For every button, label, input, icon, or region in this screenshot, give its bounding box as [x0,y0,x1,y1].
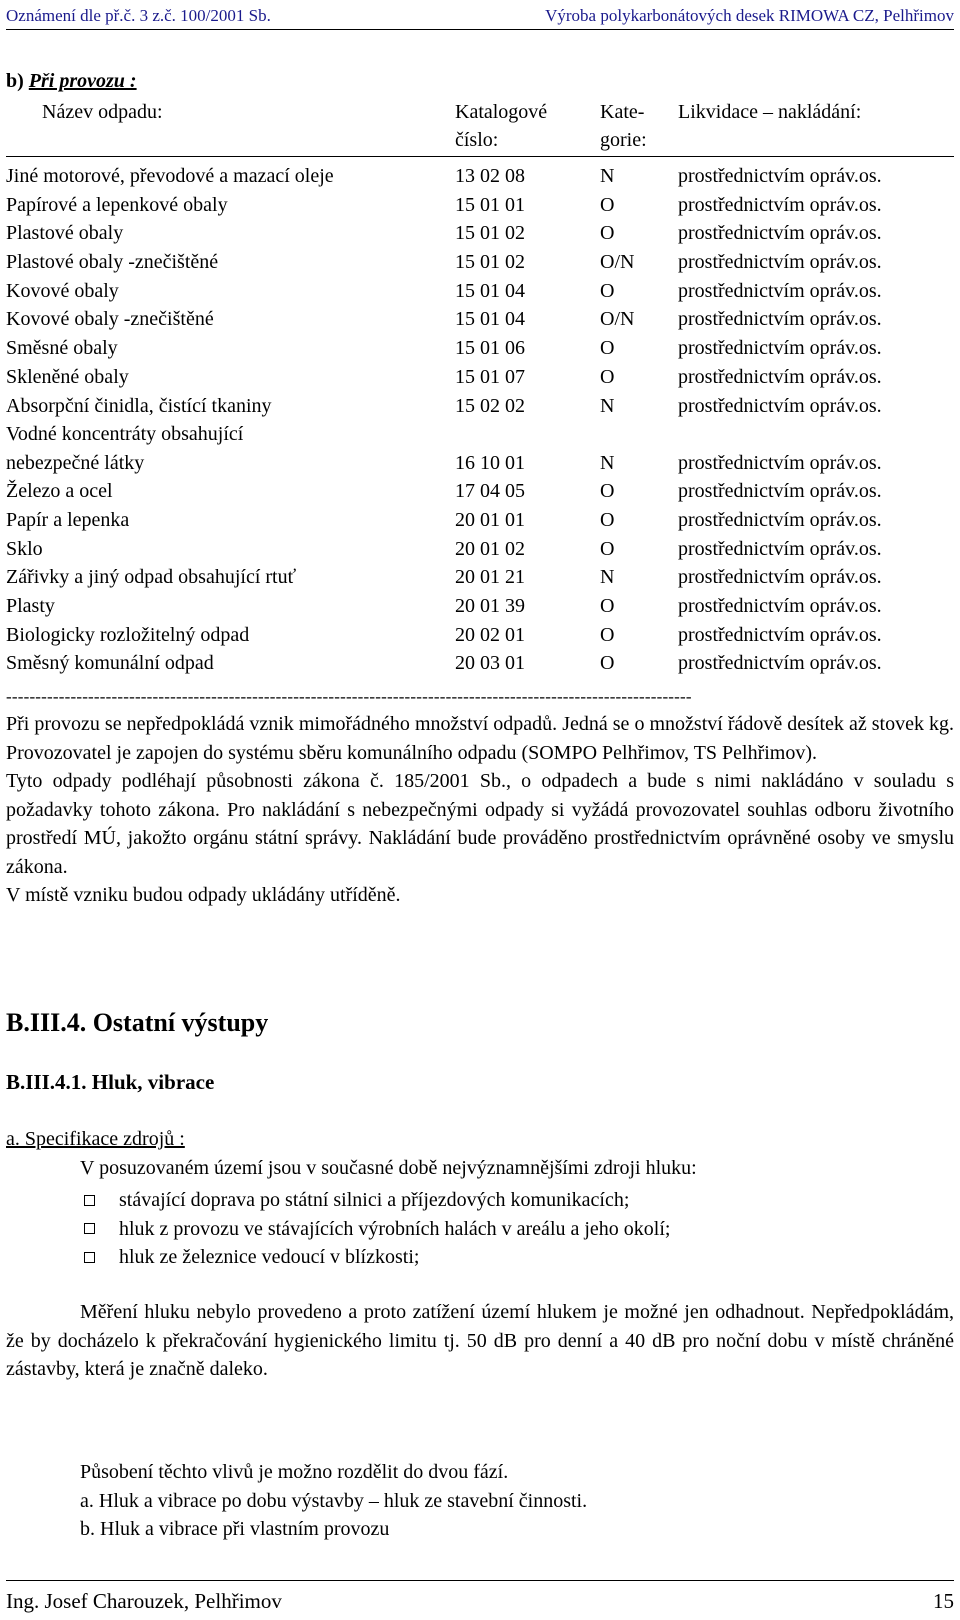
section-heading [6,70,137,93]
waste-name: Absorpční činidla, čistící tkaniny [6,394,272,417]
table-row [0,535,960,564]
table-row [0,334,960,363]
page-header [6,0,954,30]
table-row [0,248,960,277]
page-footer [6,1580,954,1614]
table-row [0,563,960,592]
catalog-number: 15 01 01 [455,193,525,216]
table-header [0,98,960,156]
category: N [600,394,615,417]
category: O [600,279,615,302]
category: O [600,508,615,531]
category: N [600,566,615,589]
waste-note-p2: Tyto odpady podléhají působnosti zákona č. 185/2001 Sb., o odpadech a bude s nimi nakládáno v souladu s požadavky tohoto zákona. Pro nakládání s nebezpečnými odpady si vyžádá provozovatel souhlas odboru životního prostředí MÚ, jakožto orgánu státní správy. Nakládání bude prováděno prostřednictvím oprávněné osoby ve smyslu zákona. [6,770,954,878]
waste-name: Vodné koncentráty obsahující [6,423,244,446]
spec-label: a. Specifikace zdrojů : [6,1128,185,1150]
category: O/N [600,251,635,274]
section-prefix: b) [6,70,24,92]
header-category-2: gorie: [600,129,647,151]
waste-name: Kovové obaly [6,279,119,302]
waste-name: Plasty [6,594,55,617]
header-category-1: Kate- [600,101,645,123]
waste-name: Sklo [6,537,43,560]
table-row [0,277,960,306]
category: O [600,365,615,388]
disposal: prostřednictvím opráv.os. [678,480,882,503]
header-disposal: Likvidace – nakládání: [678,101,862,123]
category: O [600,652,615,675]
catalog-number: 15 01 06 [455,337,525,360]
checkbox-bullet-icon [84,1223,95,1234]
disposal: prostřednictvím opráv.os. [678,623,882,646]
phase-a: a. Hluk a vibrace po dobu výstavby – hluk ze stavební činnosti. [80,1489,588,1512]
list-item: hluk ze železnice vedoucí v blízkosti; [82,1243,670,1272]
waste-name: Jiné motorové, převodové a mazací oleje [6,165,334,187]
catalog-number: 20 01 01 [455,508,525,531]
catalog-number: 15 01 04 [455,279,525,302]
heading-hluk-vibrace: B.III.4.1. Hluk, vibrace [6,1070,215,1094]
list-item: hluk z provozu ve stávajících výrobních halách v areálu a jeho okolí; [82,1215,670,1244]
disposal: prostřednictvím opráv.os. [678,308,882,331]
table-row [0,649,960,678]
page-number: 15 [933,1589,954,1613]
disposal: prostřednictvím opráv.os. [678,594,882,617]
waste-name: Zářivky a jiný odpad obsahující rtuť [6,566,297,589]
measurement-paragraph: Měření hluku nebylo provedeno a proto zatížení území hlukem je možné jen odhadnout. Nepředpokládám, že by docházelo k překračování hygienického limitu tj. 50 dB pro denní a 40 dB pro noční dobu v místě chráněné zástavby, která je značně daleko. [6,1301,954,1380]
waste-name: Plastové obaly -znečištěné [6,251,219,274]
disposal: prostřednictvím opráv.os. [678,451,882,474]
catalog-number: 15 01 07 [455,365,525,388]
waste-name: Směsné obaly [6,337,118,360]
catalog-number: 20 02 01 [455,623,525,646]
category: O [600,537,615,560]
table-row [0,506,960,535]
disposal: prostřednictvím opráv.os. [678,566,882,589]
disposal: prostřednictvím opráv.os. [678,365,882,388]
waste-note [6,710,954,910]
header-left: Oznámení dle př.č. 3 z.č. 100/2001 Sb. [6,6,271,25]
waste-name: Papír a lepenka [6,508,130,531]
catalog-number: 15 01 02 [455,222,525,245]
catalog-number: 17 04 05 [455,480,525,503]
checkbox-bullet-icon [84,1252,95,1263]
category: N [600,451,615,474]
table-row [0,420,960,477]
category: O [600,222,615,245]
table-row [0,219,960,248]
waste-table-body [0,162,960,678]
disposal: prostřednictvím opráv.os. [678,279,882,302]
category: O [600,337,615,360]
table-row [0,305,960,334]
waste-name: Směsný komunální odpad [6,652,214,675]
waste-name: Plastové obaly [6,222,124,245]
disposal: prostřednictvím opráv.os. [678,165,882,187]
waste-name: Kovové obaly -znečištěné [6,308,214,331]
waste-note-p3: V místě vzniku budou odpady ukládány utříděně. [6,884,401,906]
table-row [0,621,960,650]
table-row [0,191,960,220]
waste-name-cont: nebezpečné látky [6,451,145,474]
waste-name: Papírové a lepenkové obaly [6,193,228,216]
disposal: prostřednictvím opráv.os. [678,251,882,274]
footer-author: Ing. Josef Charouzek, Pelhřimov [6,1589,282,1613]
table-row [0,363,960,392]
waste-name: Železo a ocel [6,480,113,503]
table-row [0,392,960,421]
heading-ostatni-vystupy: B.III.4. Ostatní výstupy [6,1008,269,1037]
table-header-rule [6,156,954,157]
category: O [600,594,615,617]
catalog-number: 20 01 02 [455,537,525,560]
category: O [600,623,615,646]
catalog-number: 20 01 39 [455,594,525,617]
catalog-number: 15 02 02 [455,394,525,417]
spec-intro: V posuzovaném území jsou v současné době nejvýznamnějšími zdroji hluku: [80,1157,697,1179]
catalog-number: 13 02 08 [455,165,525,187]
disposal: prostřednictvím opráv.os. [678,394,882,417]
table-row [0,592,960,621]
category: O [600,193,615,216]
waste-name: Biologicky rozložitelný odpad [6,623,250,646]
checkbox-bullet-icon [84,1195,95,1206]
disposal: prostřednictvím opráv.os. [678,337,882,360]
table-row [0,477,960,506]
header-catalog-1: Katalogové [455,101,548,123]
disposal: prostřednictvím opráv.os. [678,222,882,245]
separator-line: --------------------------------------------------------------------------------------------------------------------- [6,687,692,706]
category: O [600,480,615,503]
catalog-number: 20 01 21 [455,566,525,589]
disposal: prostřednictvím opráv.os. [678,508,882,531]
phases-intro: Působení těchto vlivů je možno rozdělit do dvou fází. [80,1461,509,1483]
waste-name: Skleněné obaly [6,365,129,388]
list-item: stávající doprava po státní silnici a příjezdových komunikacích; [82,1186,670,1215]
phase-b: b. Hluk a vibrace při vlastním provozu [80,1518,390,1540]
disposal: prostřednictvím opráv.os. [678,652,882,675]
table-row [0,162,960,191]
disposal: prostřednictvím opráv.os. [678,193,882,216]
section-title: Při provozu : [28,70,137,92]
catalog-number: 16 10 01 [455,451,525,474]
noise-sources-list [82,1186,670,1272]
phases [80,1458,587,1544]
category: N [600,165,615,187]
waste-note-p1: Při provozu se nepředpokládá vznik mimořádného množství odpadů. Jedná se o množství řádově desítek až stovek kg. Provozovatel je zapojen do systému sběru komunálního odpadu (SOMPO Pelhřimov, TS Pelhřimov). [6,713,954,764]
header-catalog-2: číslo: [455,129,499,151]
header-right: Výroba polykarbonátových desek RIMOWA CZ, Pelhřimov [545,6,954,25]
catalog-number: 15 01 02 [455,251,525,274]
catalog-number: 15 01 04 [455,308,525,331]
header-name: Název odpadu: [42,101,163,123]
category: O/N [600,308,635,331]
disposal: prostřednictvím opráv.os. [678,537,882,560]
catalog-number: 20 03 01 [455,652,525,675]
